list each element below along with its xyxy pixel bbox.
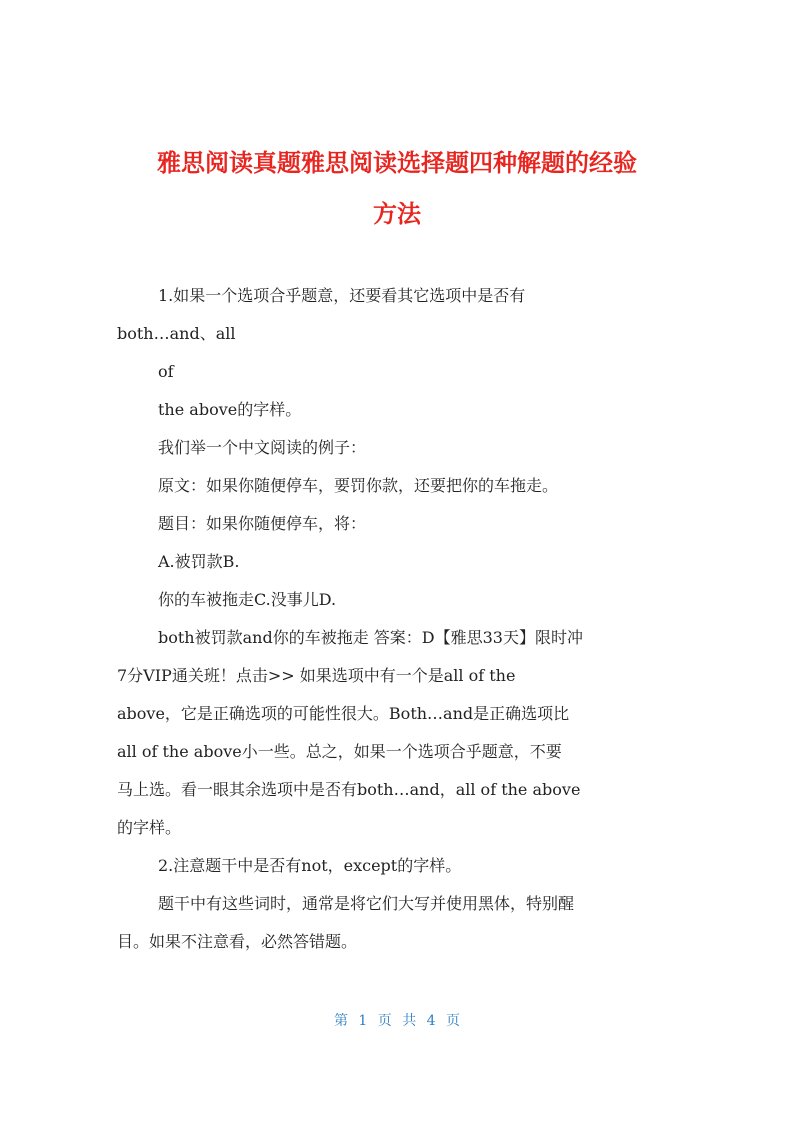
paragraph-line: of [158,362,174,381]
document-title-line-2: 方法 [373,200,421,228]
paragraph-line: both被罚款and你的车被拖走 答案：D【雅思33天】限时冲 [158,628,583,647]
paragraph-line: 原文：如果你随便停车，要罚你款，还要把你的车拖走。 [158,476,559,495]
page-number-footer: 第 1 页 共 4 页 [333,1013,461,1029]
paragraph-line: 题目：如果你随便停车，将： [158,514,367,533]
paragraph-line: 7分VIP通关班！点击>> 如果选项中有一个是all of the [117,666,516,685]
paragraph-line: both…and、all [117,324,236,343]
paragraph-line: A.被罚款B. [158,552,240,571]
paragraph-line: all of the above小一些。总之，如果一个选项合乎题意，不要 [117,742,562,761]
paragraph-line: the above的字样。 [158,400,302,419]
paragraph-line: 的字样。 [117,818,182,837]
document-title-line-1: 雅思阅读真题雅思阅读选择题四种解题的经验 [157,149,637,177]
paragraph-line: 你的车被拖走C.没事儿D. [158,590,337,609]
paragraph-line: above，它是正确选项的可能性很大。Both…and是正确选项比 [117,704,570,723]
paragraph-line: 题干中有这些词时，通常是将它们大写并使用黑体，特别醒 [158,894,575,913]
paragraph-line: 目。如果不注意看，必然答错题。 [117,932,358,951]
paragraph-line: 1.如果一个选项合乎题意，还要看其它选项中是否有 [158,286,526,305]
paragraph-line: 我们举一个中文阅读的例子： [158,438,367,457]
paragraph-line: 2.注意题干中是否有not，except的字样。 [158,856,462,875]
paragraph-line: 马上选。看一眼其余选项中是否有both…and，all of the above [117,780,581,799]
